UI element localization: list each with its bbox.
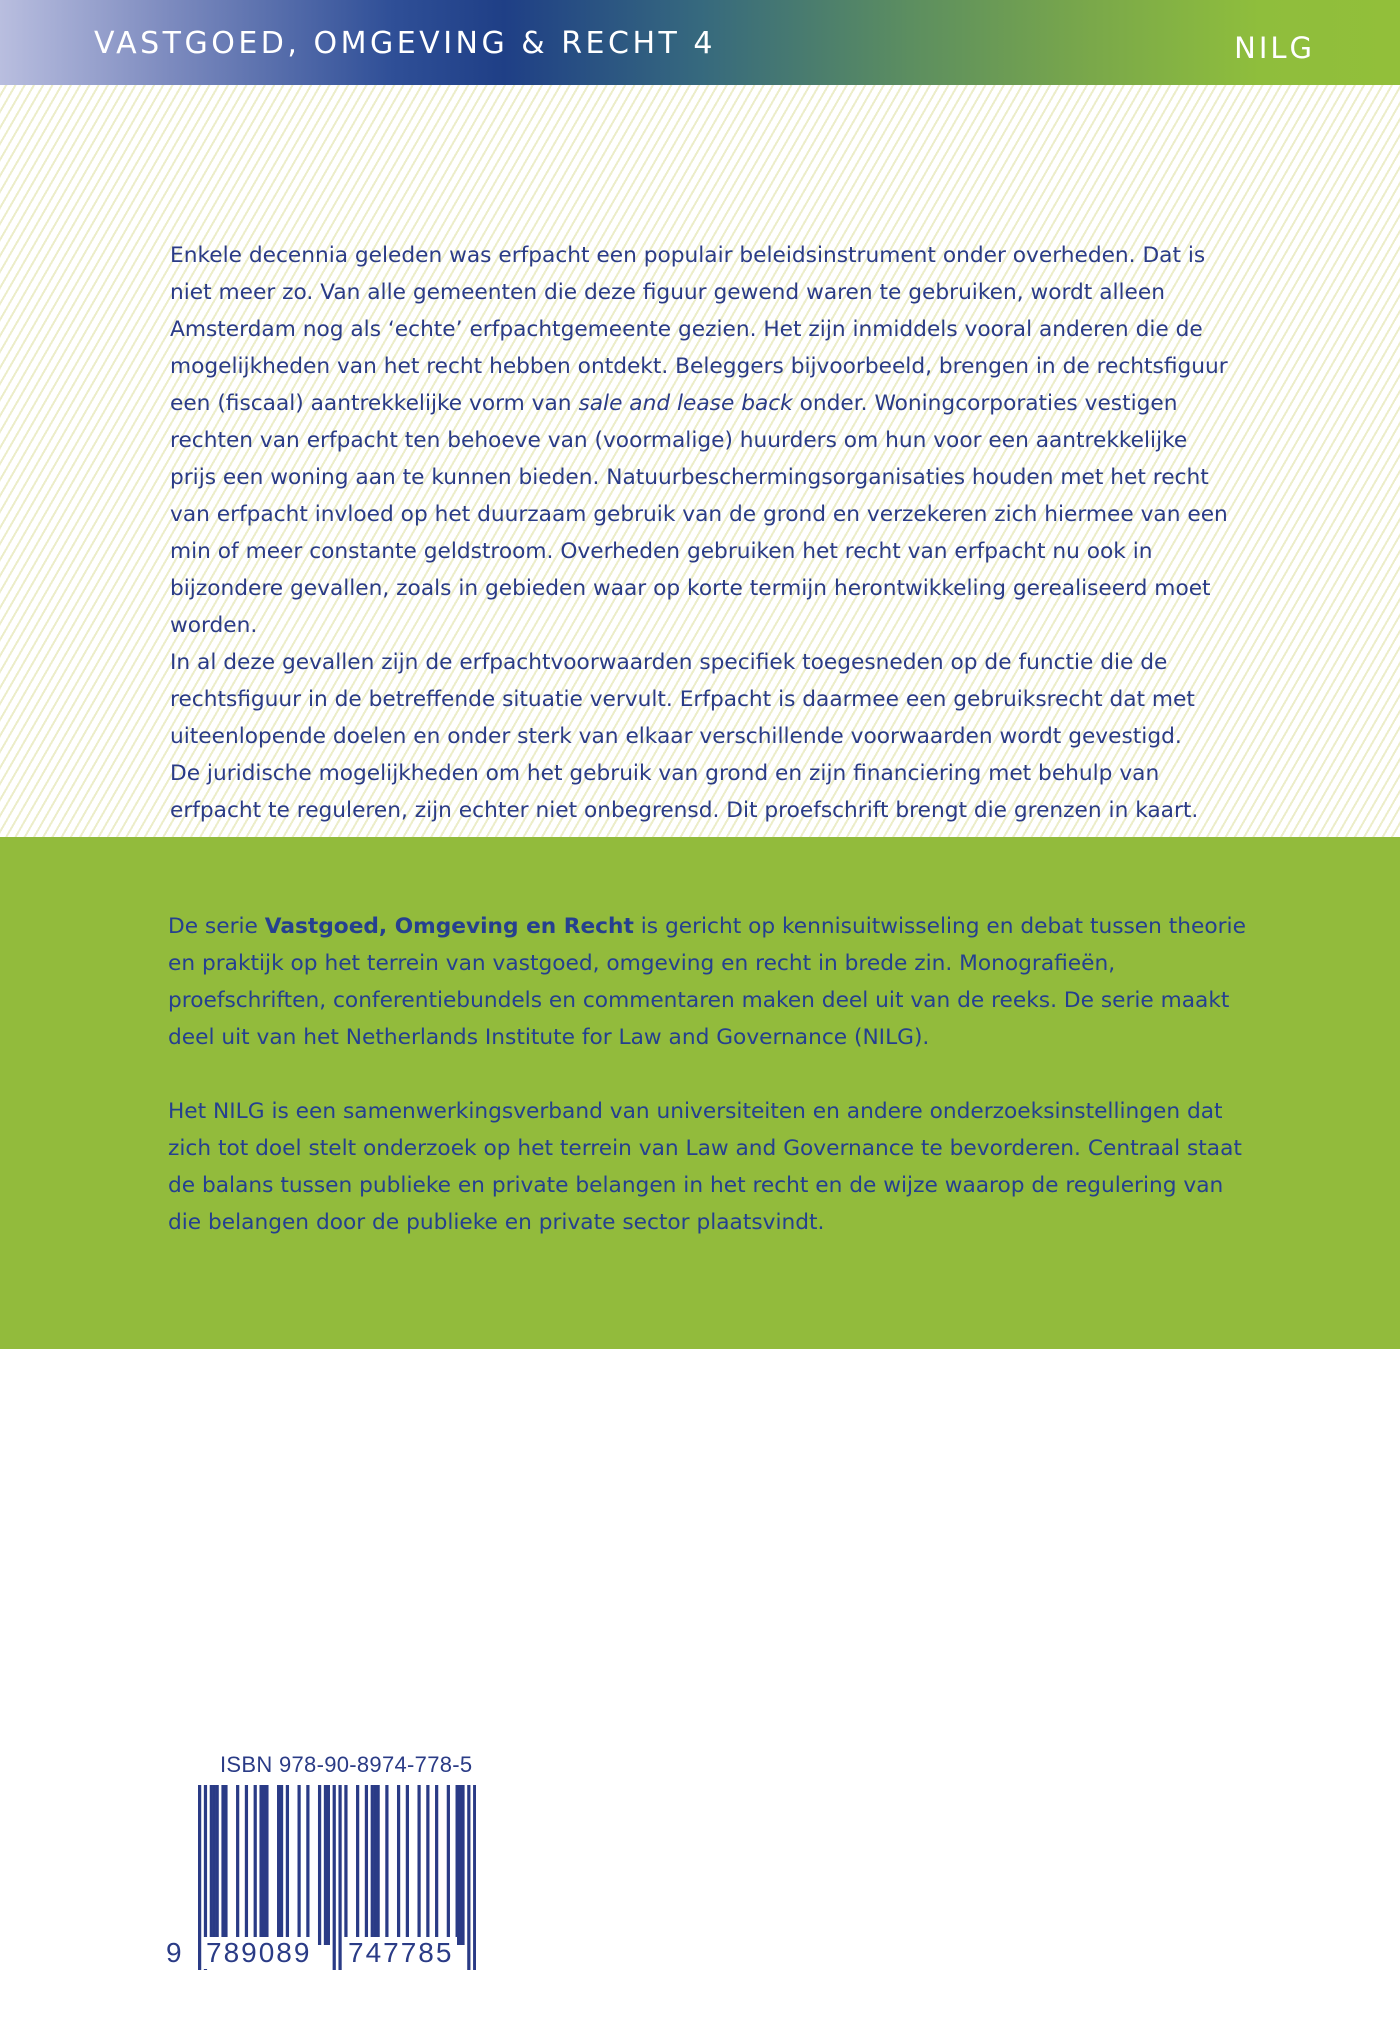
barcode-bar — [224, 1785, 227, 1945]
barcode-bar — [297, 1785, 300, 1945]
barcode-bar — [286, 1785, 289, 1945]
barcode-bar — [447, 1785, 450, 1945]
barcode-bar — [245, 1785, 248, 1945]
isbn-label: ISBN 978-90-8974-778-5 — [220, 1752, 473, 1777]
barcode-bar — [210, 1785, 213, 1945]
barcode-bar — [280, 1785, 283, 1945]
barcode-bar — [318, 1785, 321, 1945]
series-name: Vastgoed, Omgeving en Recht — [264, 914, 634, 939]
abstract-paragraph: De juridische mogelijkheden om het gebruik van grond en zijn financiering met behulp van erfpacht te reguleren, zijn echter niet onbegrensd. Dit proefschrift brengt die grenzen in kaart. — [170, 761, 1199, 823]
abstract-paragraph: Enkele decennia geleden was erfpacht een populair beleidsinstrument onder overheden. Dat is niet meer zo. Van alle gemeenten die deze figuur gewend waren te gebruiken, wordt alleen Amsterdam nog als ‘echte’ erfpachtgemeente gezien. Het zijn inmiddels vooral anderen die de mogelijkheden van het recht hebben ontdekt. Beleggers bijvoorbeeld, brengen in de rechtsfiguur een (fiscaal) aantrekkelijke vorm van sale and lease back onder. Woningcorporaties vestigen rechten van erfpacht ten behoeve van (voormalige) huurders om hun voor een aantrekkelijke prijs een woning aan te kunnen bieden. Natuurbeschermingsorganisaties houden met het recht van erfpacht invloed op het duurzaam gebruik van de grond en verzekeren zich hiermee van een min of meer constante geldstroom. Overheden gebruiken het recht van erfpacht nu ook in bijzondere gevallen, zoals in gebieden waar op korte termijn herontwikkeling gerealiseerd moet worden. — [170, 243, 1228, 638]
series-info-section — [0, 837, 1400, 1349]
cover-header-band — [0, 0, 1400, 85]
abstract-paragraph: In al deze gevallen zijn de erfpachtvoorwaarden specifiek toegesneden op de functie die de rechtsfiguur in de betreffende situatie vervult. Erfpacht is daarmee een gebruiksrecht dat met uiteenlopende doelen en onder sterk van elkaar verschillende voorwaarden wordt gevestigd. — [170, 650, 1195, 749]
barcode-bar — [406, 1785, 409, 1945]
emphasis-term: sale and lease back — [578, 391, 793, 416]
barcode-bar — [306, 1785, 309, 1945]
barcode-bar — [397, 1785, 400, 1945]
barcode-bar — [426, 1785, 429, 1945]
ean-right-group: 747785 — [344, 1937, 457, 1969]
barcode-bar — [236, 1785, 239, 1945]
ean-first-digit: 9 — [166, 1937, 182, 1968]
barcode-bar — [356, 1785, 359, 1945]
barcode-bar — [385, 1785, 388, 1945]
barcode-bar — [216, 1785, 219, 1945]
barcode-bar — [213, 1785, 216, 1945]
barcode-bar — [371, 1785, 374, 1945]
series-info-text — [168, 908, 1248, 1278]
barcode-bar — [417, 1785, 420, 1945]
abstract-text — [170, 237, 1230, 829]
series-paragraph: De serie Vastgoed, Omgeving en Recht is gericht op kennisuitwisseling en debat tussen theorie en praktijk op het terrein van vastgoed, omgeving en recht in brede zin. Monografieën, proefschriften, conferentiebundels en commentaren maken deel uit van de reeks. De serie maakt deel uit van het Netherlands Institute for Law and Governance (NILG). — [168, 914, 1246, 1050]
barcode-bar — [277, 1785, 280, 1945]
nilg-paragraph: Het NILG is een samenwerkingsverband van universiteiten en andere onderzoeksinstellingen dat zich tot doel stelt onderzoek op het terrein van Law and Governance te bevorderen. Centraal staat de balans tussen publieke en private belangen in het recht en de wijze waarop de regulering van die belangen door de publieke en private sector plaatsvindt. — [168, 1099, 1242, 1235]
barcode-bar — [221, 1785, 224, 1945]
publisher-name: NILG — [1234, 31, 1315, 65]
barcode-bar — [254, 1785, 257, 1945]
barcode-bar — [324, 1785, 327, 1945]
series-title: VASTGOED, OMGEVING & RECHT 4 — [94, 26, 716, 61]
barcode-bar — [435, 1785, 438, 1945]
barcode-bar — [458, 1785, 461, 1945]
barcode-bar — [265, 1785, 268, 1945]
barcode-bar — [262, 1785, 265, 1945]
abstract-section — [0, 85, 1400, 837]
barcode-bar — [365, 1785, 368, 1945]
barcode-bar — [259, 1785, 262, 1945]
ean-digits — [166, 1937, 486, 1977]
barcode-bar — [377, 1785, 380, 1945]
barcode-bar — [344, 1785, 347, 1945]
ean-left-group: 789089 — [202, 1937, 315, 1969]
barcode-bar — [327, 1785, 330, 1945]
barcode-bar — [461, 1785, 464, 1945]
barcode-bar — [456, 1785, 459, 1945]
barcode-bar — [374, 1785, 377, 1945]
